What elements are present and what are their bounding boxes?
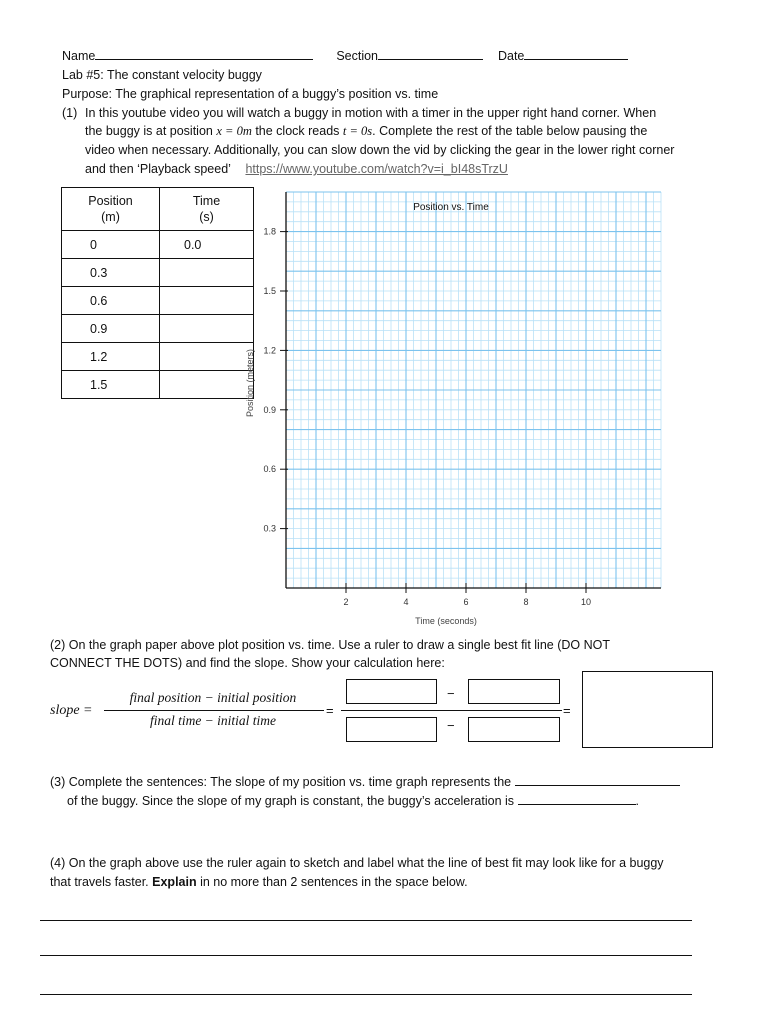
q1-number: (1) — [62, 106, 78, 120]
y-tick-label: 1.5 — [263, 286, 276, 296]
y-tick-label: 1.8 — [263, 226, 276, 237]
time-cell[interactable] — [160, 287, 254, 315]
x-tick-label: 10 — [580, 597, 592, 607]
q3-line1-text: (3) Complete the sentences: The slope of my position vs. time graph represents the — [50, 775, 512, 789]
slope-label: slope = — [50, 703, 93, 718]
grid-minor — [286, 192, 661, 588]
q3-line2-text: of the buggy. Since the slope of my graph is constant, the buggy’s acceleration is — [67, 794, 515, 808]
header-time: Time (s) — [160, 188, 254, 231]
date-label: Date — [497, 49, 525, 63]
table-row — [62, 287, 254, 315]
table-row — [62, 371, 254, 399]
initial-time-box[interactable] — [468, 717, 560, 742]
final-time-box[interactable] — [346, 717, 437, 742]
x-tick-label: 4 — [403, 597, 409, 607]
slope-denominator: final time − initial time — [149, 713, 277, 728]
position-cell: 1.2 — [62, 343, 160, 371]
lab-title: Lab #5: The constant velocity buggy — [62, 68, 262, 82]
position-cell: 0 — [62, 231, 160, 259]
slope-numerator: final position − initial position — [129, 690, 297, 705]
grid-major — [286, 192, 661, 588]
q1-line2a: the buggy is at position — [85, 124, 217, 138]
equals-2: = — [563, 703, 571, 718]
eq-x: x = 0m — [216, 124, 252, 138]
time-cell[interactable] — [160, 371, 254, 399]
q1-line4 — [85, 162, 508, 176]
q4-line1: (4) On the graph above use the ruler again to sketch and label what the line of best fit may look like for a buggy — [50, 856, 664, 870]
x-tick-label: 6 — [463, 597, 469, 607]
y-tick-label: 0.9 — [263, 404, 276, 415]
purpose: Purpose: The graphical representation of a buggy’s position vs. time — [62, 87, 439, 101]
x-axis-label: Time (seconds) — [415, 616, 477, 626]
position-cell: 0.6 — [62, 287, 160, 315]
table-row — [62, 343, 254, 371]
q1-line2c: . Complete the rest of the table below pausing the — [372, 124, 648, 138]
initial-position-box[interactable] — [468, 679, 560, 704]
q2-line2: CONNECT THE DOTS) and find the slope. Show your calculation here: — [50, 656, 445, 670]
position-cell: 1.5 — [62, 371, 160, 399]
name-field[interactable] — [95, 59, 313, 60]
position-cell: 0.3 — [62, 259, 160, 287]
axis-ticks — [263, 227, 591, 607]
q1-line3: video when necessary. Additionally, you can slow down the vid by clicking the gear in the lower right corner — [85, 143, 675, 157]
q1-line1: In this youtube video you will watch a buggy in motion with a timer in the upper right hand corner. When — [85, 106, 657, 120]
section-label: Section — [336, 49, 379, 63]
section-field[interactable] — [378, 59, 483, 60]
time-cell[interactable] — [160, 315, 254, 343]
table-row — [62, 231, 254, 259]
answer-line-3[interactable] — [40, 994, 692, 995]
minus-top: − — [447, 686, 455, 701]
time-cell[interactable]: 0.0 — [160, 231, 254, 259]
header-position: Position (m) — [62, 188, 160, 231]
youtube-link[interactable]: https://www.youtube.com/watch?v=i_bI48sTrzU — [245, 162, 508, 176]
y-axis-label: Position (meters) — [245, 348, 255, 418]
q1-line2 — [85, 124, 647, 139]
chart-title: Position vs. Time — [413, 202, 489, 213]
slope-answer-box[interactable] — [582, 671, 713, 748]
eq-t: t = 0s — [342, 124, 373, 138]
q2-line1: (2) On the graph paper above plot position vs. time. Use a ruler to draw a single best fit line (DO NOT — [50, 638, 610, 652]
x-tick-label: 2 — [343, 597, 349, 607]
time-cell[interactable] — [160, 343, 254, 371]
acceleration-blank[interactable] — [518, 804, 636, 805]
y-tick-label: 1.2 — [263, 345, 276, 356]
name-label: Name — [62, 49, 96, 63]
q4-line2 — [50, 875, 468, 889]
header-line — [62, 49, 628, 63]
date-field[interactable] — [524, 59, 628, 60]
q4-line2b: in no more than 2 sentences in the space below. — [196, 875, 468, 889]
x-tick-label: 8 — [523, 597, 529, 607]
slope-fraction-bar — [104, 710, 324, 711]
q3-period: . — [635, 794, 639, 808]
table-row — [62, 259, 254, 287]
boxes-fraction-bar — [341, 710, 562, 711]
data-table — [61, 187, 254, 399]
time-cell[interactable] — [160, 259, 254, 287]
table-row — [62, 315, 254, 343]
answer-line-1[interactable] — [40, 920, 692, 921]
position-cell: 0.9 — [62, 315, 160, 343]
q1-line4-text: and then ‘Playback speed’ — [85, 162, 231, 176]
q3-line2 — [67, 794, 639, 808]
y-tick-label: 0.3 — [263, 523, 276, 534]
table-header-row — [62, 188, 254, 231]
final-position-box[interactable] — [346, 679, 437, 704]
q3-line1 — [50, 775, 680, 789]
q1-line2b: the clock reads — [251, 124, 343, 138]
answer-line-2[interactable] — [40, 955, 692, 956]
explain-bold: Explain — [152, 875, 197, 889]
slope-represents-blank[interactable] — [515, 785, 680, 786]
y-tick-label: 0.6 — [263, 464, 276, 475]
q4-line2a: that travels faster. — [50, 875, 153, 889]
equals-1: = — [326, 703, 334, 718]
minus-bottom: − — [447, 718, 455, 733]
